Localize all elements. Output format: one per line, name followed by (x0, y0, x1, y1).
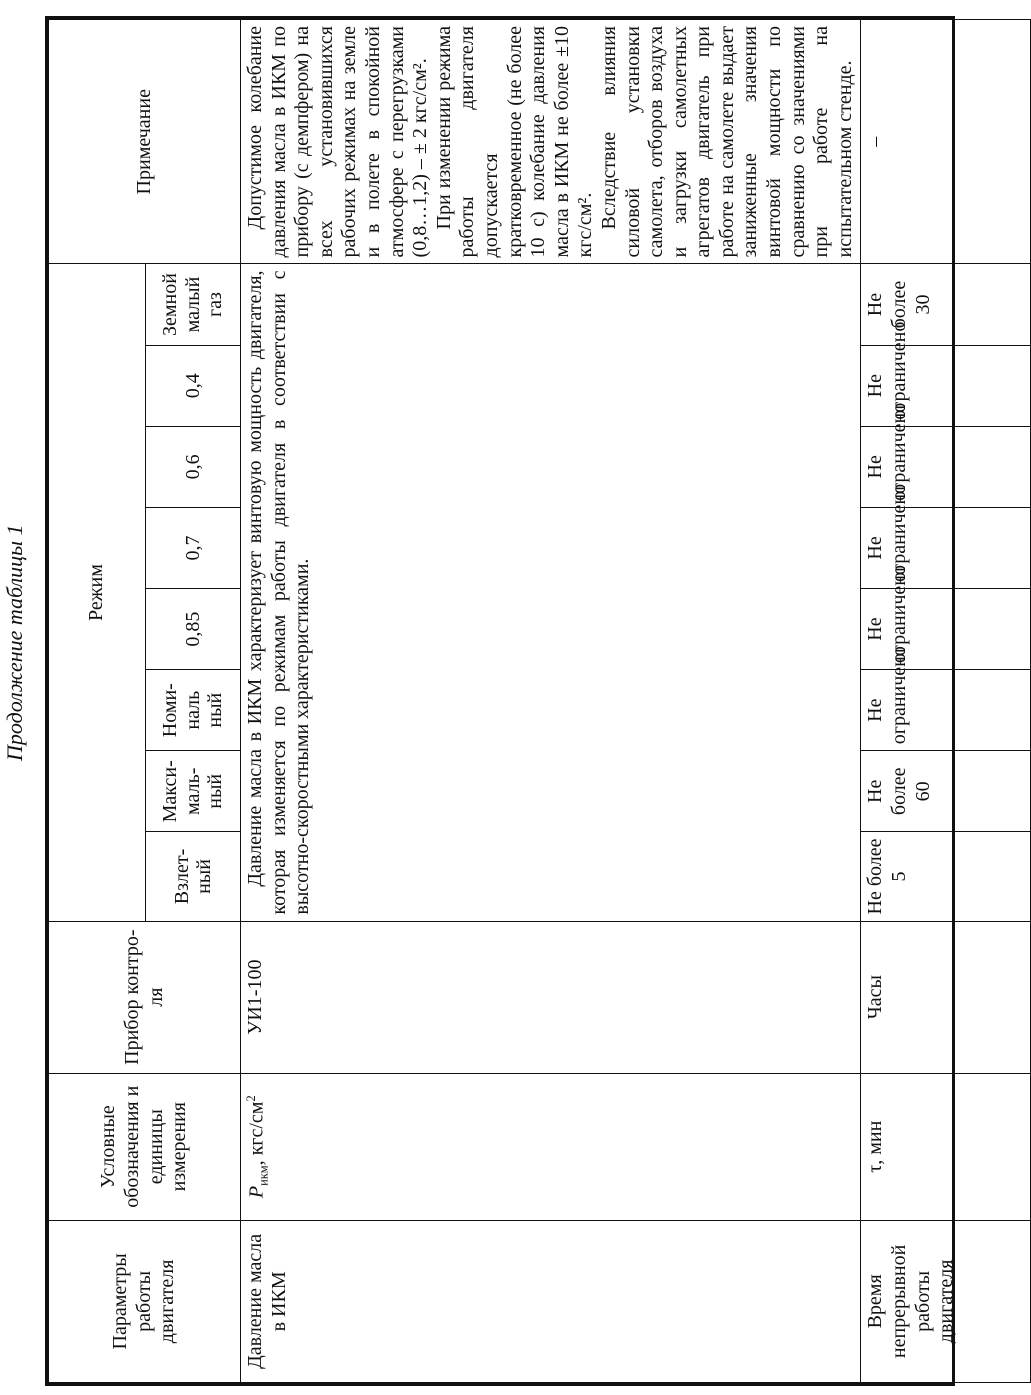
row2-maximum: Не более 60 (861, 751, 1031, 832)
mode-06: 0,6 (146, 426, 241, 507)
row1-device: УИ1-100 (241, 921, 861, 1073)
row2-nominal: Не ограничено (861, 670, 1031, 751)
page-title: Продолжение таблицы 1 (2, 524, 27, 761)
row1-note-p2: При изменении режима работы двигателя допускается кратковременное (не более 10 с) колебание давления масла в ИКМ не более ±10 кгс/см². (432, 26, 597, 258)
row2-085: Не ограничено (861, 589, 1031, 670)
row2-07: Не ограничено (861, 507, 1031, 588)
row2-04: Не ограничено (861, 345, 1031, 426)
row1-note-p3: Вследствие влияния силовой установки самолета, отборов воздуха и загрузки самолетных агрегатов двигатель при работе на самолете выдает заниженные значения винтовой мощности по сравнению со значениями при работе на испытательном стенде. (597, 26, 856, 258)
row2-ground-idle: Не более 30 (861, 264, 1031, 345)
table-sheet (45, 16, 958, 1386)
row1-note (241, 20, 861, 264)
table-row (241, 20, 861, 1383)
row2-takeoff: Не более 5 (861, 832, 1031, 921)
row2-param: Время непрерывной работы двигателя (861, 1220, 1031, 1382)
mode-04: 0,4 (146, 345, 241, 426)
mode-takeoff: Взлет-ный (146, 832, 241, 921)
row1-symbol-unit: , кгс/см (245, 1101, 268, 1166)
row1-symbol-sup: 2 (244, 1095, 258, 1102)
mode-ground-idle: Земной малый газ (146, 264, 241, 345)
header-param: Параметры работы двигателя (49, 1220, 241, 1382)
rotated-table (48, 19, 958, 1383)
mode-07: 0,7 (146, 507, 241, 588)
header-device: Прибор контро-ля (49, 921, 241, 1073)
mode-maximum: Макси-маль-ный (146, 751, 241, 832)
row2-note: – (861, 20, 1031, 264)
header-mode: Режим (49, 264, 146, 921)
table-row (861, 20, 1031, 1383)
row1-symbol-sub: икм (256, 1165, 271, 1186)
mode-085: 0,85 (146, 589, 241, 670)
row2-device: Часы (861, 921, 1031, 1073)
row2-06: Не ограничено (861, 426, 1031, 507)
parameters-table (48, 19, 1031, 1383)
row2-symbol: τ, мин (861, 1073, 1031, 1220)
header-note: Примечание (49, 20, 241, 264)
row1-description: Давление масла в ИКМ характеризует винтовую мощность двигателя, которая изменяется по режимам работы двигателя в соответствии с высотно-скоростными характеристиками. (241, 264, 861, 921)
mode-nominal: Номи-наль ный (146, 670, 241, 751)
row1-param: Давление масла в ИКМ (241, 1220, 861, 1382)
row1-symbol (241, 1073, 861, 1220)
header-symbol: Условные обозначения и единицы измерения (49, 1073, 241, 1220)
row1-note-p1: Допустимое колебание давления масла в ИКМ по прибору (с демпфером) на всех установившихся рабочих режимах на земле и в полете в спокойной атмосфере с перегрузками (0,8…1,2) – ± 2 кгс/см². (244, 26, 432, 258)
row1-symbol-letter: P (245, 1185, 268, 1199)
